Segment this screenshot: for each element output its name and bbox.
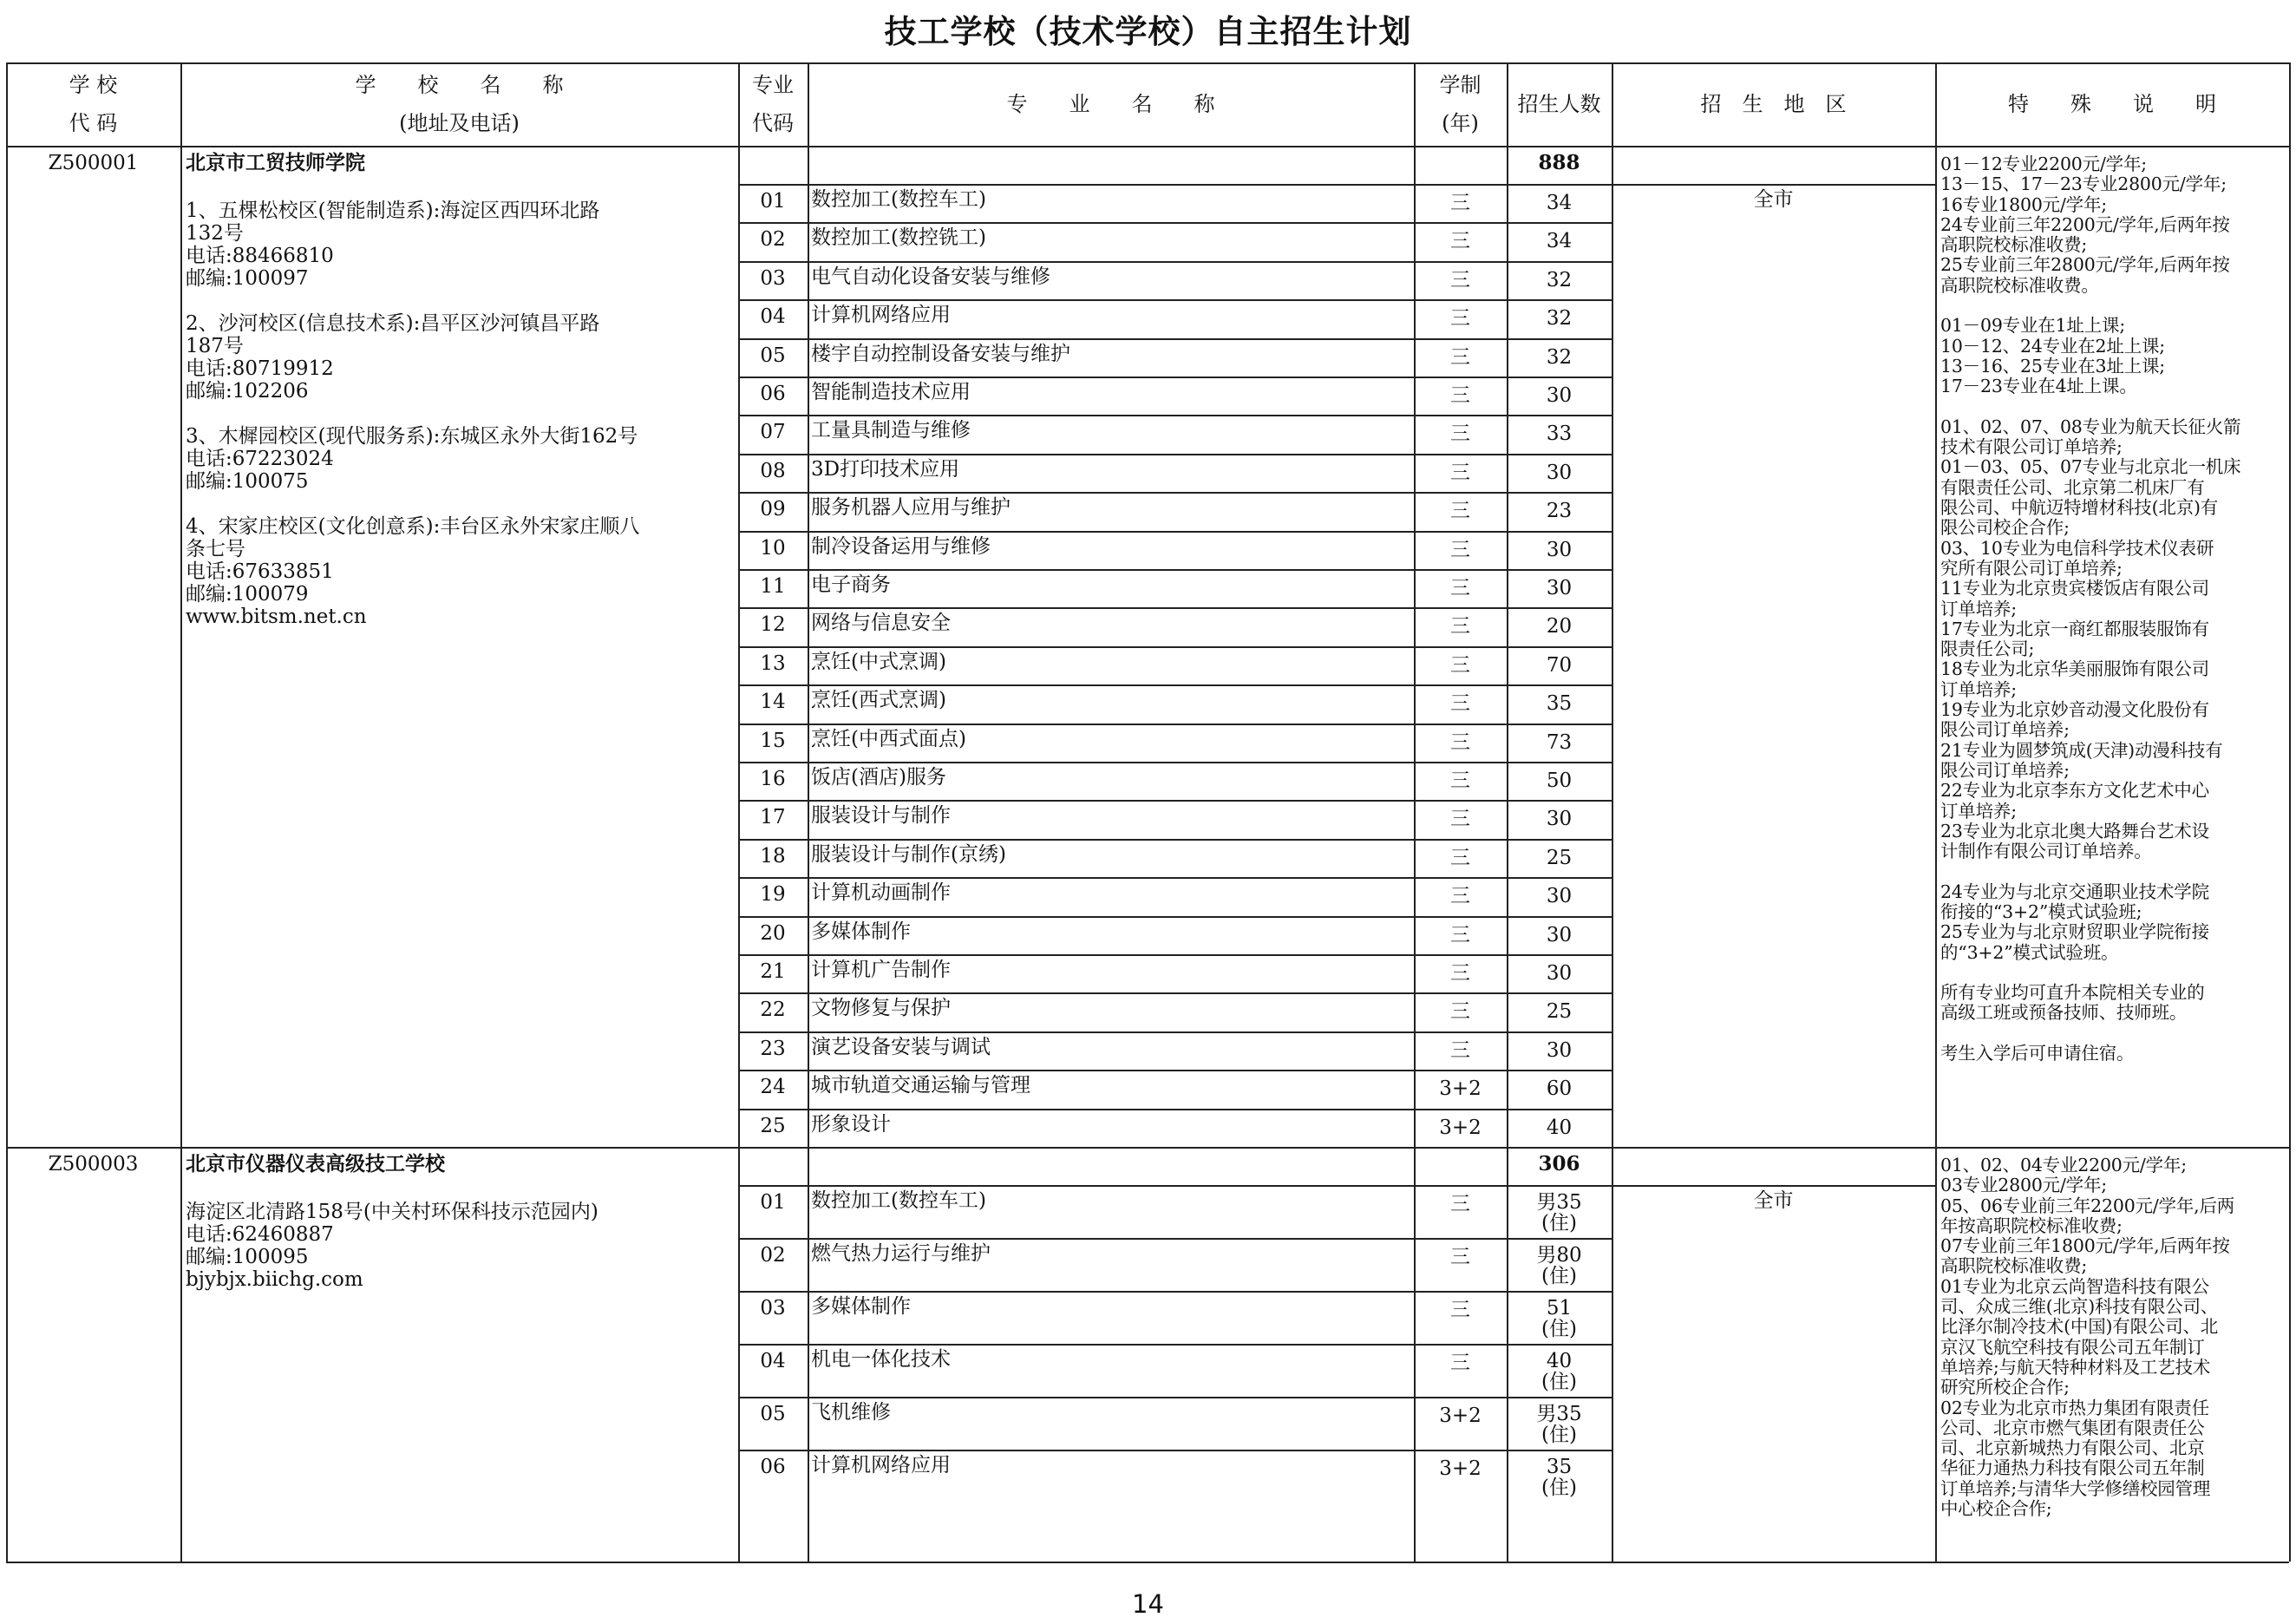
major-count: 51 — [1546, 1297, 1573, 1320]
major-count: 33 — [1546, 422, 1573, 446]
major-code: 14 — [760, 691, 786, 714]
major-name: 燃气热力运行与维护 — [811, 1242, 991, 1265]
major-count: 35 — [1546, 692, 1573, 716]
major-name: 数控加工(数控铣工) — [811, 226, 986, 250]
grid-line — [738, 492, 1612, 494]
dorm-note: (住) — [1541, 1424, 1577, 1446]
grid-line — [738, 1344, 1612, 1346]
major-count: 32 — [1546, 345, 1573, 369]
dorm-note: (住) — [1541, 1318, 1577, 1340]
grid-line — [738, 1109, 1612, 1110]
grid-line — [738, 646, 1612, 648]
grid-line — [738, 338, 1612, 340]
grid-line — [738, 916, 1612, 918]
major-code: 03 — [760, 266, 786, 290]
major-years: 3+2 — [1439, 1405, 1482, 1427]
grid-line — [738, 222, 1612, 224]
grid-line — [738, 531, 1612, 533]
major-count: 男35 — [1536, 1403, 1582, 1425]
major-count: 34 — [1546, 192, 1573, 214]
major-code: 09 — [760, 498, 786, 521]
grid-line — [738, 954, 1612, 956]
grid-line — [738, 415, 1612, 416]
grid-line — [6, 62, 8, 1562]
dorm-note: (住) — [1541, 1477, 1577, 1499]
major-name: 多媒体制作 — [811, 920, 911, 943]
major-code: 10 — [760, 536, 786, 560]
major-years: 三 — [1450, 345, 1470, 369]
major-count: 23 — [1546, 500, 1573, 523]
major-count: 60 — [1546, 1077, 1573, 1101]
grid-line — [738, 1291, 1612, 1293]
major-name: 烹饪(中式烹调) — [811, 650, 946, 673]
major-name: 演艺设备安装与调试 — [811, 1035, 991, 1058]
major-years: 三 — [1450, 962, 1470, 985]
major-name: 数控加工(数控车工) — [811, 1189, 986, 1212]
school-name: 北京市工贸技师学院 — [186, 151, 365, 174]
major-code: 05 — [760, 1403, 786, 1425]
grid-line — [738, 261, 1612, 263]
major-code: 18 — [760, 844, 786, 868]
major-name: 服装设计与制作 — [811, 804, 951, 828]
major-code: 19 — [760, 883, 786, 907]
major-name: 计算机广告制作 — [811, 959, 951, 981]
major-count: 73 — [1546, 730, 1573, 754]
major-years: 3+2 — [1439, 1457, 1482, 1480]
grid-line — [738, 607, 1612, 609]
school-address: 海淀区北清路158号(中关村环保科技示范园内) 电话:62460887 邮编:100095 bjybjx.biichg.com — [186, 1201, 599, 1291]
major-years: 三 — [1450, 692, 1470, 716]
major-count: 25 — [1546, 846, 1573, 869]
header-major-name: 专 业 名 称 — [1006, 92, 1215, 116]
major-name: 制冷设备运用与维修 — [811, 534, 991, 558]
major-code: 16 — [760, 768, 786, 790]
special-notes: 01－12专业2200元/学年; 13－15、17－23专业2800元/学年; 16专业1800元/学年; 24专业前三年2200元/学年,后两年按 高职院校标准收费; 25专业前三年2800元/学年,后两年按 高职院校标准收费。 01－09专业在1址上课; 10－12、24专业在2址上课; 13－16、25专业在3址上课; 17－23专业在4址上课。 01、02、07、08专业为航天长征火箭 技术有限公司订单培养; 01－03、05、07专业与北京北一机床 有限责任公司、北京第二机床厂有 限公司、中航迈特增材科技(北京)有 限公司校企合作; 03、10专业为电信科学技术仪表研 究所有限公司订单培养; 11专业为北京贵宾楼饭店有限公司 订单培养; 17专业为北京一商红都服装服饰有 限责任公司; 18专业为北京华美丽服饰有限公司 订单培养; 19专业为北京妙音动漫文化股份有 限公司订单培养; 21专业为圆梦筑成(天津)动漫科技有 限公司订单培养; 22专业为北京李东方文化艺术中心 订单培养; 23专业为北京北奥大路舞台艺术设 计制作有限公司订单培养。 24专业为与北京交通职业技术学院 衔接的“3+2”模式试验班; 25专业为与北京财贸职业学院衔接 的“3+2”模式试验班。 所有专业均可直升本院相关专业的 高级工班或预备技师、技师班。 考生入学后可申请住宿。 — [1940, 154, 2241, 1064]
header-school-name: 学 校 名 称 — [355, 73, 564, 97]
major-code: 05 — [760, 344, 786, 367]
major-code: 12 — [760, 613, 786, 637]
major-name: 文物修复与保护 — [811, 997, 951, 1020]
grid-line — [738, 992, 1612, 994]
major-code: 04 — [760, 1350, 786, 1372]
major-name: 3D打印技术应用 — [811, 457, 960, 481]
major-code: 22 — [760, 999, 786, 1022]
major-years: 三 — [1450, 653, 1470, 677]
major-code: 06 — [760, 383, 786, 405]
major-years: 三 — [1450, 730, 1470, 754]
major-name: 计算机网络应用 — [811, 304, 951, 327]
grid-line — [808, 62, 809, 1562]
major-code: 06 — [760, 1456, 786, 1478]
major-name: 多媒体制作 — [811, 1295, 911, 1318]
grid-line — [738, 684, 1612, 686]
major-name: 城市轨道交通运输与管理 — [811, 1074, 1030, 1097]
major-years: 三 — [1450, 615, 1470, 638]
header-region: 招 生 地 区 — [1700, 92, 1847, 116]
school-code: Z500001 — [48, 152, 139, 174]
major-years: 三 — [1450, 192, 1470, 214]
major-code: 23 — [760, 1037, 786, 1060]
school-code: Z500003 — [48, 1153, 139, 1175]
header-major-code: 代码 — [752, 111, 794, 135]
major-years: 三 — [1450, 1038, 1470, 1062]
major-count: 30 — [1546, 1038, 1573, 1062]
school-total-count: 888 — [1538, 151, 1580, 174]
major-name: 形象设计 — [811, 1112, 891, 1136]
major-count: 20 — [1546, 615, 1573, 638]
major-count: 34 — [1546, 230, 1573, 253]
dorm-note: (住) — [1541, 1371, 1577, 1393]
major-years: 三 — [1450, 461, 1470, 484]
major-name: 计算机动画制作 — [811, 881, 951, 905]
major-name: 飞机维修 — [811, 1401, 891, 1424]
page-title: 技工学校（技术学校）自主招生计划 — [884, 13, 1412, 50]
enrollment-table — [6, 62, 2289, 1562]
major-years: 三 — [1450, 808, 1470, 831]
grid-line — [738, 800, 1612, 802]
major-name: 电气自动化设备安装与维修 — [811, 265, 1050, 288]
major-years: 三 — [1450, 769, 1470, 792]
school-name: 北京市仪器仪表高级技工学校 — [186, 1152, 445, 1175]
major-count: 30 — [1546, 538, 1573, 561]
major-code: 04 — [760, 305, 786, 329]
major-code: 02 — [760, 1244, 786, 1267]
header-notes: 特 殊 说 明 — [2008, 92, 2216, 116]
major-years: 三 — [1450, 1193, 1470, 1215]
major-count: 35 — [1546, 1456, 1573, 1478]
header-school-name-sub: (地址及电话) — [399, 111, 520, 135]
enrollment-region: 全市 — [1753, 1189, 1794, 1212]
header-years: 学制 — [1439, 73, 1482, 97]
grid-line — [180, 62, 182, 1562]
major-name: 服装设计与制作(京绣) — [811, 842, 1006, 866]
grid-line — [6, 62, 2289, 64]
major-count: 30 — [1546, 461, 1573, 484]
major-code: 15 — [760, 729, 786, 752]
school-address: 1、五棵松校区(智能制造系):海淀区西四环北路 132号 电话:88466810 邮编:100097 2、沙河校区(信息技术系):昌平区沙河镇昌平路 187号 电话:80719912 邮编:102206 3、木樨园校区(现代服务系):东城区永外大街162号 电话:67223024 邮编:100075 4、宋家庄校区(文化创意系):丰台区永外宋家庄顺八 条七号 电话:67633851 邮编:100079 www.bitsm.net.cn — [186, 200, 640, 628]
dorm-note: (住) — [1541, 1212, 1577, 1234]
major-years: 三 — [1450, 577, 1470, 599]
major-code: 11 — [760, 575, 786, 598]
major-years: 三 — [1450, 500, 1470, 523]
header-count: 招生人数 — [1517, 92, 1601, 116]
major-years: 三 — [1450, 1246, 1470, 1268]
grid-line — [738, 724, 1612, 725]
grid-line — [738, 1031, 1612, 1033]
major-name: 服务机器人应用与维护 — [811, 496, 1011, 520]
major-years: 三 — [1450, 885, 1470, 908]
page-number: 14 — [1132, 1589, 1164, 1619]
major-years: 三 — [1450, 268, 1470, 291]
major-count: 32 — [1546, 307, 1573, 331]
major-name: 网络与信息安全 — [811, 612, 951, 635]
major-code: 20 — [760, 921, 786, 945]
header-years: (年) — [1442, 111, 1479, 135]
major-code: 01 — [760, 190, 786, 213]
grid-line — [6, 1147, 2289, 1149]
major-code: 13 — [760, 652, 786, 675]
school-total-count: 306 — [1538, 1152, 1580, 1175]
grid-line — [6, 146, 2289, 147]
grid-line — [6, 1562, 2289, 1563]
major-code: 07 — [760, 421, 786, 444]
major-years: 三 — [1450, 1000, 1470, 1024]
major-code: 08 — [760, 459, 786, 482]
major-years: 三 — [1450, 538, 1470, 561]
major-years: 三 — [1450, 1352, 1470, 1374]
major-name: 饭店(酒店)服务 — [811, 766, 946, 789]
major-count: 25 — [1546, 1000, 1573, 1024]
grid-line — [1935, 62, 1937, 1562]
major-code: 03 — [760, 1297, 786, 1320]
major-years: 3+2 — [1439, 1077, 1482, 1101]
major-count: 40 — [1546, 1350, 1573, 1372]
major-years: 三 — [1450, 384, 1470, 407]
major-count: 30 — [1546, 923, 1573, 946]
major-code: 01 — [760, 1191, 786, 1214]
major-code: 17 — [760, 806, 786, 829]
major-years: 三 — [1450, 230, 1470, 253]
major-count: 男35 — [1536, 1191, 1582, 1214]
major-count: 30 — [1546, 577, 1573, 599]
header-school-code: 代 码 — [69, 111, 118, 135]
major-years: 三 — [1450, 307, 1470, 331]
major-name: 计算机网络应用 — [811, 1454, 951, 1477]
major-name: 楼宇自动控制设备安装与维护 — [811, 342, 1070, 365]
major-code: 24 — [760, 1076, 786, 1099]
grid-line — [2289, 62, 2291, 1562]
grid-line — [738, 454, 1612, 455]
major-name: 数控加工(数控车工) — [811, 188, 986, 211]
grid-line — [738, 377, 1612, 378]
major-code: 21 — [760, 960, 786, 983]
grid-line — [738, 569, 1612, 571]
grid-line — [738, 299, 1612, 301]
dorm-note: (住) — [1541, 1265, 1577, 1287]
major-count: 70 — [1546, 653, 1573, 677]
major-code: 02 — [760, 228, 786, 252]
major-count: 50 — [1546, 769, 1573, 792]
grid-line — [738, 1070, 1612, 1071]
major-years: 3+2 — [1439, 1116, 1482, 1139]
major-name: 烹饪(西式烹调) — [811, 689, 946, 712]
grid-line — [738, 1185, 1935, 1187]
grid-line — [738, 762, 1612, 763]
major-count: 30 — [1546, 885, 1573, 908]
major-count: 30 — [1546, 808, 1573, 831]
major-count: 40 — [1546, 1116, 1573, 1139]
major-name: 电子商务 — [811, 573, 891, 596]
grid-line — [738, 1450, 1612, 1451]
major-name: 机电一体化技术 — [811, 1348, 951, 1371]
enrollment-region: 全市 — [1753, 188, 1794, 211]
major-name: 智能制造技术应用 — [811, 381, 971, 403]
grid-line — [738, 184, 1935, 186]
grid-line — [1612, 62, 1613, 1562]
grid-line — [738, 839, 1612, 841]
major-years: 三 — [1450, 846, 1470, 869]
major-name: 工量具制造与维修 — [811, 419, 971, 442]
major-name: 烹饪(中西式面点) — [811, 727, 966, 750]
header-school-code: 学 校 — [69, 73, 118, 97]
major-count: 32 — [1546, 268, 1573, 291]
major-count: 30 — [1546, 962, 1573, 985]
header-major-code: 专业 — [752, 73, 794, 97]
major-years: 三 — [1450, 1299, 1470, 1321]
major-count: 30 — [1546, 384, 1573, 407]
special-notes: 01、02、04专业2200元/学年; 03专业2800元/学年; 05、06专业前三年2200元/学年,后两 年按高职院校标准收费; 07专业前三年1800元/学年,后两年按 高职院校标准收费; 01专业为北京云尚智造科技有限公 司、众成三维(北京)科技有限公司、 比泽尔制冷技术(中国)有限公司、北 京汉飞航空科技有限公司五年制订 单培养;与航天特种材料及工艺技术 研究所校企合作; 02专业为北京市热力集团有限责任 公司、北京市燃气集团有限责任公 司、北京新城热力有限公司、北京 华征力通热力科技有限公司五年制 订单培养;与清华大学修缮校园管理 中心校企合作; — [1940, 1155, 2235, 1520]
major-years: 三 — [1450, 923, 1470, 946]
grid-line — [738, 1238, 1612, 1240]
grid-line — [738, 877, 1612, 879]
major-code: 25 — [760, 1114, 786, 1137]
major-count: 男80 — [1536, 1244, 1582, 1267]
major-years: 三 — [1450, 422, 1470, 446]
grid-line — [738, 1397, 1612, 1398]
